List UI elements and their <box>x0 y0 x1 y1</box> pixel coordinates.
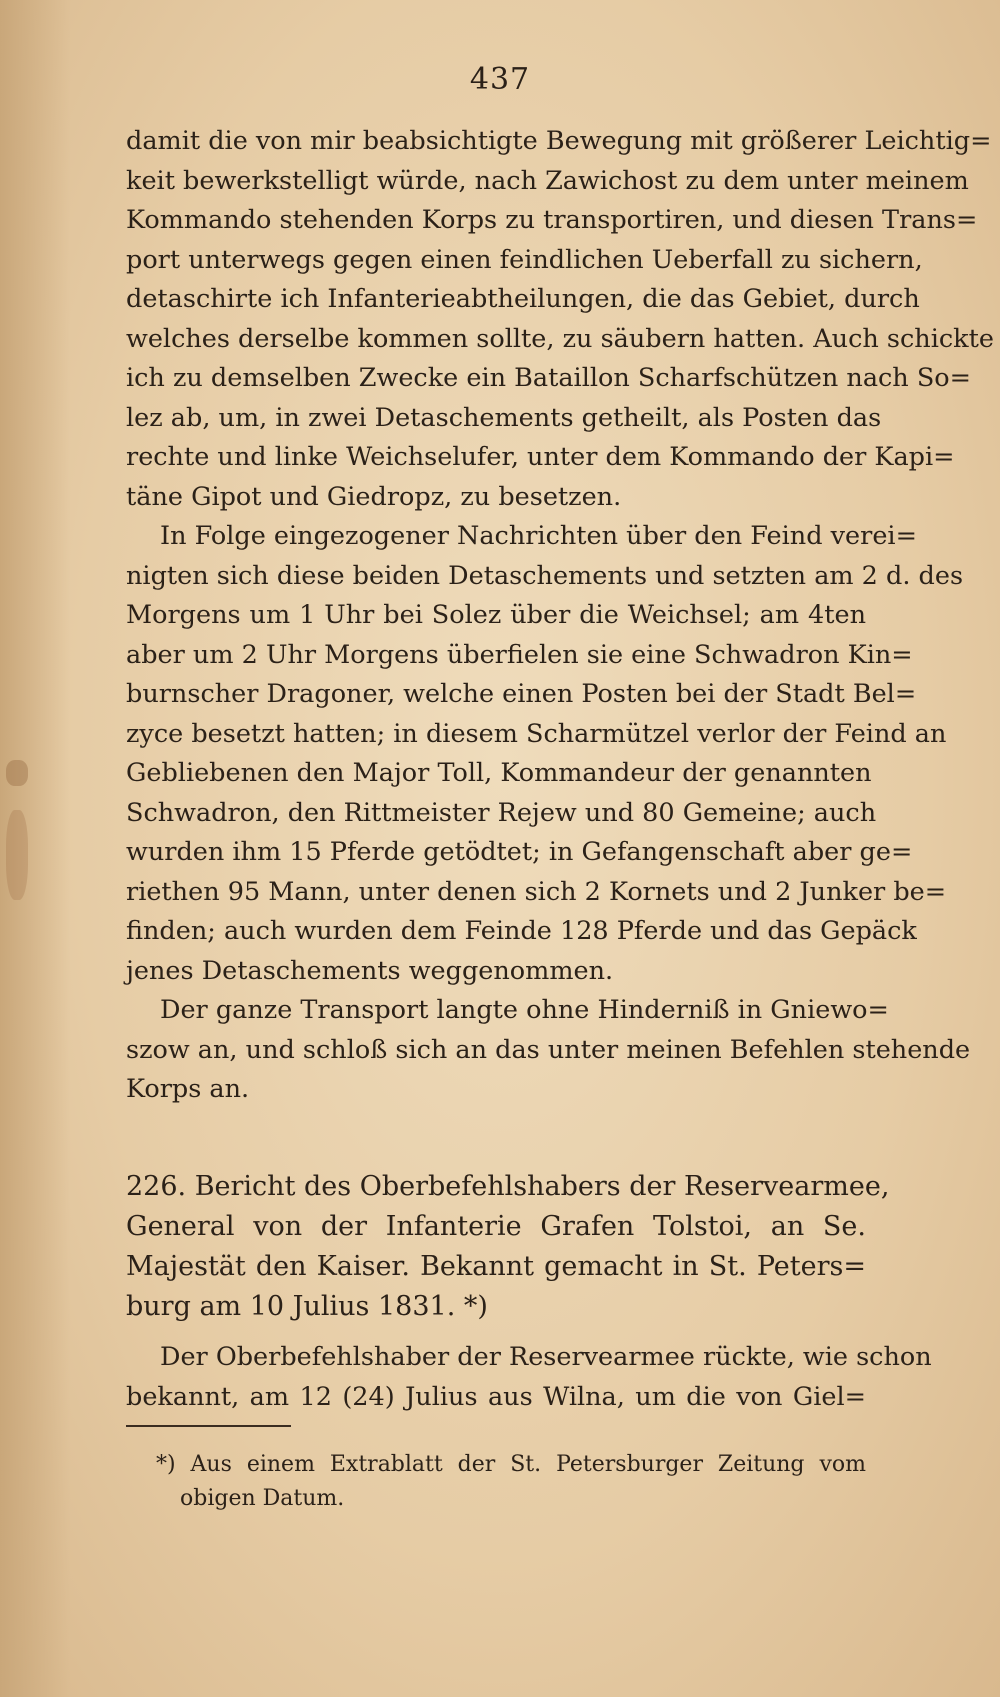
text-line: ich zu demselben Zwecke ein Bataillon Scharfschützen nach So= <box>126 363 972 393</box>
text-line: rechte und linke Weichselufer, unter dem Kommando der Kapi= <box>126 442 955 472</box>
text-line: Der ganze Transport langte ohne Hinderniß in Gniewo= <box>160 995 889 1025</box>
text-line: welches derselbe kommen sollte, zu säubern hatten. Auch schickte <box>126 323 994 354</box>
text-line: damit die von mir beabsichtigte Bewegung mit größerer Leichtig= <box>126 126 992 156</box>
body-text <box>126 122 994 1110</box>
text-line: jenes Detaschements weggenommen. <box>126 955 614 986</box>
text-line: In Folge eingezogener Nachrichten über den Feind verei= <box>160 521 917 551</box>
paper-stain <box>6 760 28 786</box>
text-line: zyce besetzt hatten; in diesem Scharmützel verlor der Feind an <box>126 718 947 749</box>
text-line: port unterwegs gegen einen feindlichen Ueberfall zu sichern, <box>126 244 923 275</box>
text-line: riethen 95 Mann, unter denen sich 2 Kornets und 2 Junker be= <box>126 876 947 907</box>
heading-line: burg am 10 Julius 1831. *) <box>126 1291 488 1322</box>
text-line: lez ab, um, in zwei Detaschements getheilt, als Posten das <box>126 402 882 433</box>
text-line: nigten sich diese beiden Detaschements und setzten am 2 d. des <box>126 560 964 591</box>
heading-line: General von der Infanterie Grafen Tolstoi, an Se. <box>126 1211 866 1242</box>
text-line: szow an, und schloß sich an das unter meinen Befehlen stehende <box>126 1034 971 1065</box>
text-line: aber um 2 Uhr Morgens überfielen sie eine Schwadron Kin= <box>126 639 913 670</box>
paper-stain <box>6 810 28 900</box>
footnote <box>126 1448 866 1516</box>
heading-line: Majestät den Kaiser. Bekannt gemacht in St. Peters= <box>126 1251 866 1282</box>
text-line: Kommando stehenden Korps zu transportiren, und diesen Trans= <box>126 205 978 235</box>
page-number: 437 <box>469 62 531 97</box>
text-line: bekannt, am 12 (24) Julius aus Wilna, um die von Giel= <box>126 1381 866 1412</box>
text-line: täne Gipot und Giedropz, zu besetzen. <box>126 481 622 512</box>
text-line: detaschirte ich Infanterieabtheilungen, die das Gebiet, durch <box>126 284 920 314</box>
footnote-line: *) Aus einem Extrablatt der St. Petersburger Zeitung vom <box>156 1452 866 1477</box>
text-line: burnscher Dragoner, welche einen Posten bei der Stadt Bel= <box>126 679 917 709</box>
text-line: Morgens um 1 Uhr bei Solez über die Weichsel; am 4ten <box>126 600 866 630</box>
text-line: keit bewerkstelligt würde, nach Zawichost zu dem unter meinem <box>126 165 969 196</box>
text-line: finden; auch wurden dem Feinde 128 Pferde und das Gepäck <box>126 916 917 946</box>
footnote-line: obigen Datum. <box>180 1486 345 1511</box>
footnote-divider <box>126 1425 291 1427</box>
text-line: Schwadron, den Rittmeister Rejew und 80 Gemeine; auch <box>126 797 877 828</box>
text-line: Gebliebenen den Major Toll, Kommandeur der genannten <box>126 758 872 788</box>
section-heading <box>126 1167 890 1327</box>
text-line: Korps an. <box>126 1074 250 1104</box>
heading-line: 226. Bericht des Oberbefehlshabers der Reservearmee, <box>126 1171 890 1202</box>
text-line: wurden ihm 15 Pferde getödtet; in Gefangenschaft aber ge= <box>126 837 913 867</box>
text-line: Der Oberbefehlshaber der Reservearmee rückte, wie schon <box>160 1342 932 1372</box>
body-text-continued <box>126 1338 932 1417</box>
